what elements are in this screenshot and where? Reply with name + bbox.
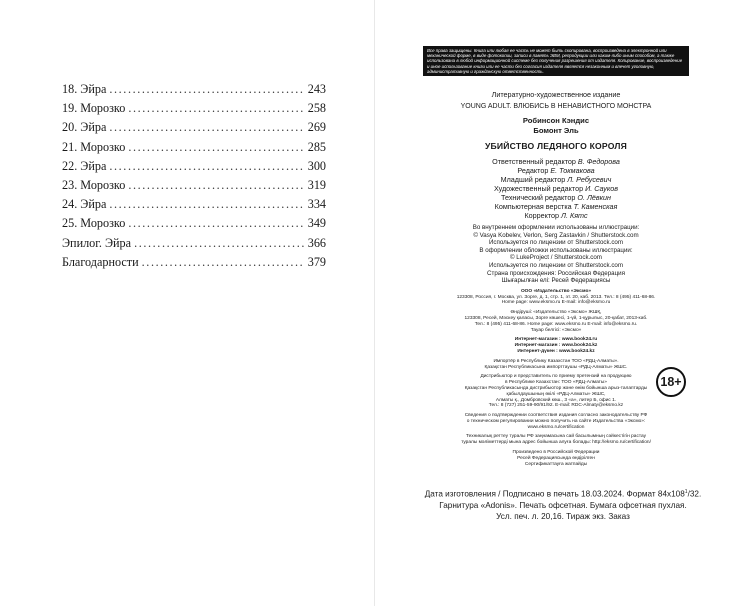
print-line-2: Гарнитура «Adonis». Печать офсетная. Бумага офсетная пухлая. [439,500,687,510]
importer-2: Қазақстан Республикасына импорттаушы «РДЦ-Алматы» ЖШС. [484,364,628,370]
cover-line-2: © LukeProject / Shutterstock.com [510,254,602,262]
distrib-6: Тел.: 8 (727) 251-59-90/91/92. E-mail: RDC-Almaty@eksmo.kz [488,403,624,409]
illus-line-2: © Vasya Kobelev, Verlon, Serg Zastavkin / Shutterstock.com [473,231,639,239]
editor-line: Младший редактор Л. Ребусевич [500,175,612,184]
toc-entry-title: Благодарности [62,254,139,269]
print-line-1: Дата изготовления / Подписано в печать 18.03.2024. Формат $84х108^1/32$. [424,489,702,499]
toc-entry [62,82,326,101]
toc-entry-title: 21. Морозко [62,139,126,154]
toc-leader-dots [128,216,304,231]
manufacturer-kz-2: 123308, Ресей, Мәскеу қаласы, Зорге көшесі, 1-үй, 1-құрылыс, 20-қабат, 2013-каб. [464,315,648,321]
cover-line-1: В оформлении обложки использованы иллюстрации: [479,246,633,254]
toc-entry-page: 319 [307,177,326,192]
copyright-notice: Все права защищены. Книга или любая ее часть не может быть скопирована, воспроизведена в электронной или механической форме, в виде фотокопии, записи в память ЭВМ, репродукции или каким-либо иным способом, а также использована в любой информационной системе без получения разрешения от издателя. Копирование, воспроизведение и иное использование книги или ее части без согласия издателя является незаконным и влечет уголовную, административную и гражданскую ответственность. [423,46,689,76]
author-2: Бомонт Эль [533,125,579,135]
editor-line: Компьютерная верстка Т. Каменская [494,202,618,211]
toc-entry-page: 300 [307,158,326,173]
cert-3: www.eksmo.ru/certification [527,424,585,430]
print-line-3: Усл. печ. л. 20,16. Тираж экз. Заказ [496,511,630,521]
age-rating-badge: 18+ [656,367,686,397]
toc-leader-dots [128,140,304,155]
toc-entry-page: 366 [307,235,326,250]
shop-2: Интернет-магазин : www.book24.kz [514,343,598,349]
toc-entry-page: 269 [307,120,326,135]
toc-entry-title: 18. Эйра [62,82,107,96]
toc-leader-dots [109,120,304,135]
toc-entry [62,159,326,178]
cert-2: о техническом регулировании можно получить на сайте Издательства «Эксмо»: [466,418,646,424]
toc-entry [62,120,326,139]
authors [423,116,689,135]
toc-entry [62,101,326,120]
toc-entry-page: 379 [307,254,326,269]
illustrations-credit [423,224,689,285]
toc-leader-dots [109,197,304,212]
toc-entry-title: 19. Морозко [62,101,126,116]
publisher-address: 123308, Россия, г. Москва, ул. Зорге, д. 1, стр. 1, эт. 20, каб. 2013. Тел.: 8 (495) 411-68-86. [456,294,656,300]
toc-entry-page: 334 [307,197,326,212]
origin-line-1: Страна происхождения: Российская Федерация [487,269,625,277]
illus-line-3: Используется по лицензии от Shutterstock.com [488,239,624,247]
toc-entry-title: Эпилог. Эйра [62,235,132,250]
print-details [423,487,703,522]
toc-leader-dots [134,236,305,251]
cert-1: Сведения о подтверждении соответствия издания согласно законодательству РФ [464,413,648,419]
toc-entry-page: 285 [307,139,326,154]
cover-line-3: Используется по лицензии от Shutterstock.com [488,261,624,269]
toc-entry-title: 23. Морозко [62,177,126,192]
toc-entry [62,140,326,159]
publisher-name: ООО «Издательство «Эксмо» [520,288,592,294]
made-in-2: Ресей Федерациясында өндірілген [517,455,595,461]
editors-list [423,157,689,220]
cert-4: Техникалық реттеу туралы РФ заңнамасына сай басылымның сәйкестігін растау [465,434,647,440]
table-of-contents [62,82,326,274]
toc-entry-page: 349 [307,216,326,231]
importer-1: Импортёр в Республику Казахстан ТОО «РДЦ-Алматы». [493,358,619,364]
editor-line: Корректор Л. Кятс [524,211,588,220]
editor-line: Ответственный редактор В. Федорова [492,157,620,166]
trademark: Тауар белгісі: «Эксмо» [530,327,582,333]
genre: Литературно-художественное издание [491,90,621,99]
toc-entry-page: 243 [307,82,326,96]
toc-entry-title: 22. Эйра [62,158,107,173]
toc-entry [62,216,326,235]
toc-entry [62,197,326,216]
toc-leader-dots [109,82,304,97]
right-page [375,0,750,606]
toc-entry [62,236,326,255]
cert-5: туралы мәліметтерді мына адрес бойынша алуға болады: http://eksmo.ru/certification/ [461,440,651,446]
distrib-4: қабылдаушының өкілі «РДЦ-Алматы» ЖШС, [506,391,606,397]
distrib-1: Дистрибьютор и представитель по приему претензий на продукцию [480,374,632,380]
series-name: YOUNG ADULT. ВЛЮБИСЬ В НЕНАВИСТНОГО МОНСТРА [460,103,652,110]
distrib-2: в Республике Казахстан: ТОО «РДЦ-Алматы» [505,380,607,386]
editor-line: Художественный редактор И. Сауков [493,184,618,193]
toc-leader-dots [109,159,304,174]
publisher-block [423,289,689,468]
toc-leader-dots [142,255,305,270]
toc-entry [62,255,326,274]
manufacturer-kz-3: Тел.: 8 (495) 411-68-86. Home page: www.eksmo.ru E-mail: info@eksmo.ru. [474,321,638,327]
illus-line-1: Во внутреннем оформлении использованы иллюстрации: [472,224,640,231]
toc-leader-dots [128,101,304,116]
toc-entry-title: 25. Морозко [62,216,126,231]
toc-entry-title: 20. Эйра [62,120,107,135]
toc-entry [62,178,326,197]
toc-entry-page: 258 [307,101,326,116]
publisher-web: Home page: www.eksmo.ru E-mail: info@eksmo.ru [501,300,611,306]
distrib-5: Алматы қ., Домбровский көш., 3 «а», литер Б, офис 1. [495,397,617,403]
manufacturer-kz-1: Өндіруші: «Издательство «Эксмо» ЖШҚ, [510,310,602,316]
editor-line: Редактор Е. Токмакова [517,166,595,175]
toc-entry-title: 24. Эйра [62,197,107,212]
book-title: УБИЙСТВО ЛЕДЯНОГО КОРОЛЯ [485,141,627,151]
distrib-3: Қазақстан Республикасында дистрибьютор және өнім бойынша арыз-талаптарды [464,385,648,391]
origin-line-2: Шығарылған елі: Ресей Федерациясы [501,277,611,285]
made-in-1: Произведено в Российской Федерации [512,450,600,456]
author-1: Робинсон Кэндис [522,116,590,125]
toc-leader-dots [128,178,304,193]
shop-1: Интернет-магазин : www.book24.ru [514,337,598,343]
shop-3: Интернет-дүкен : www.book24.kz [517,348,595,354]
imprint [423,90,689,467]
made-in-3: Сертификаттауға жатпайды [524,461,588,467]
editor-line: Технический редактор О. Лёвкин [501,193,611,202]
